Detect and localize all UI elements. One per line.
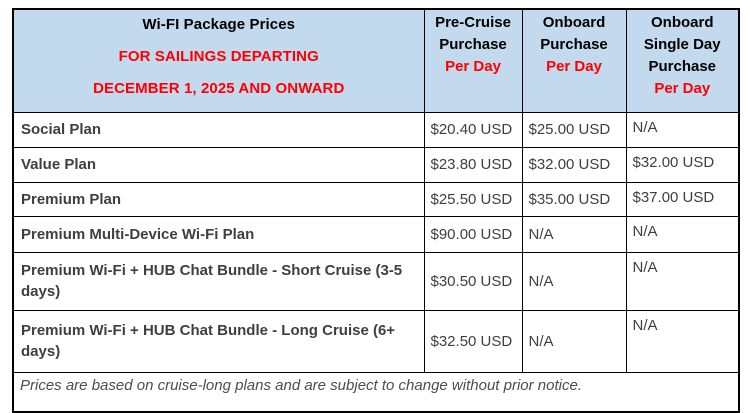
column-header-onboard <box>522 9 626 112</box>
single-day-price-cell: N/A <box>626 112 739 147</box>
table-title-cell <box>13 9 424 112</box>
header-row <box>13 9 739 112</box>
pre-cruise-price-cell: $20.40 USD <box>424 112 522 147</box>
table-row-hub-bundle-short-cruise <box>13 252 739 310</box>
column-header-line: Onboard <box>542 14 606 31</box>
table-row-premium-plan <box>13 182 739 216</box>
table-row-hub-bundle-long-cruise <box>13 310 739 372</box>
single-day-price-cell: $37.00 USD <box>626 182 739 216</box>
plan-name-cell: Value Plan <box>13 147 424 182</box>
column-header-pre-cruise <box>424 9 522 112</box>
onboard-price-cell: $35.00 USD <box>522 182 626 216</box>
single-day-price-cell: N/A <box>626 252 739 310</box>
single-day-price-cell: $32.00 USD <box>626 147 739 182</box>
column-header-line: Purchase <box>648 58 717 75</box>
pre-cruise-price-cell: $30.50 USD <box>424 252 522 310</box>
table-title: Wi-FI Package Prices <box>142 16 296 33</box>
column-header-line: Purchase <box>540 36 608 53</box>
pre-cruise-price-cell: $25.50 USD <box>424 182 522 216</box>
per-day-label: Per Day <box>654 80 711 97</box>
single-day-price-cell: N/A <box>626 310 739 372</box>
onboard-price-cell: N/A <box>522 216 626 252</box>
column-header-line: Pre-Cruise <box>435 14 511 31</box>
pre-cruise-price-cell: $23.80 USD <box>424 147 522 182</box>
plan-name-cell: Premium Wi-Fi + HUB Chat Bundle - Short Cruise (3-5 days) <box>13 252 424 310</box>
footnote-row <box>13 372 739 412</box>
column-header-line: Onboard <box>651 14 714 31</box>
pre-cruise-price-cell: $32.50 USD <box>424 310 522 372</box>
wifi-price-table-container <box>12 8 740 413</box>
column-header-line: Purchase <box>439 36 507 53</box>
onboard-price-cell: $32.00 USD <box>522 147 626 182</box>
wifi-price-table <box>12 8 740 413</box>
per-day-label: Per Day <box>546 58 602 75</box>
column-header-onboard-single-day <box>626 9 739 112</box>
table-subtitle-sailings: FOR SAILINGS DEPARTING <box>118 48 319 65</box>
onboard-price-cell: N/A <box>522 310 626 372</box>
per-day-label: Per Day <box>445 58 501 75</box>
single-day-price-cell: N/A <box>626 216 739 252</box>
table-row-premium-multi-device <box>13 216 739 252</box>
table-row-value-plan <box>13 147 739 182</box>
onboard-price-cell: N/A <box>522 252 626 310</box>
table-subtitle-date: DECEMBER 1, 2025 AND ONWARD <box>93 80 345 97</box>
onboard-price-cell: $25.00 USD <box>522 112 626 147</box>
plan-name-cell: Premium Wi-Fi + HUB Chat Bundle - Long Cruise (6+ days) <box>13 310 424 372</box>
pre-cruise-price-cell: $90.00 USD <box>424 216 522 252</box>
column-header-line: Single Day <box>643 36 721 53</box>
plan-name-cell: Premium Multi-Device Wi-Fi Plan <box>13 216 424 252</box>
plan-name-cell: Premium Plan <box>13 182 424 216</box>
plan-name-cell: Social Plan <box>13 112 424 147</box>
footnote-text: Prices are based on cruise-long plans and are subject to change without prior notice. <box>13 372 739 412</box>
table-row-social-plan <box>13 112 739 147</box>
